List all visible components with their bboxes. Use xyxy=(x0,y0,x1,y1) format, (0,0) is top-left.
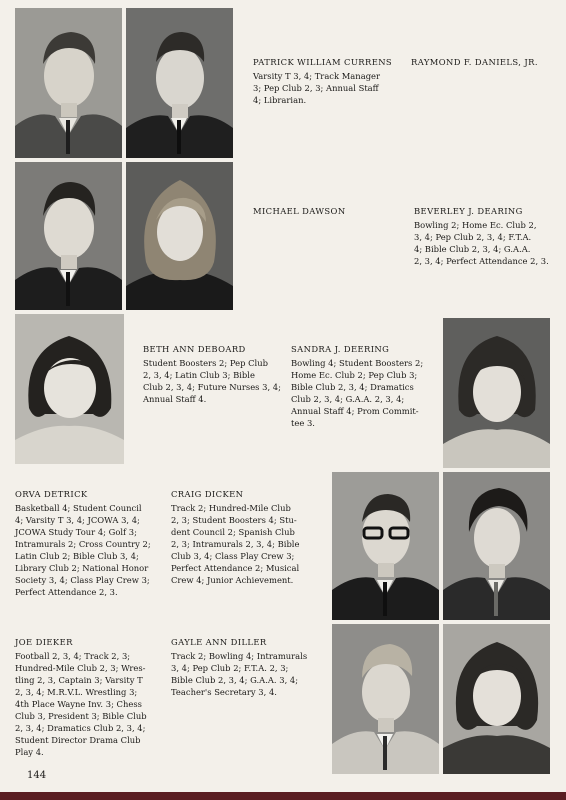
student-name: BEVERLEY J. DEARING xyxy=(414,206,523,216)
student-entry-dicken xyxy=(171,488,329,586)
portrait-photo-deering xyxy=(443,318,550,468)
page-number: 144 xyxy=(27,770,47,781)
student-entry-diller xyxy=(171,636,329,698)
portrait-photo-detrick xyxy=(443,472,550,620)
student-activities: Bowling 2; Home Ec. Club 2, 3, 4; Pep Club 2, 3, 4; F.T.A. 4; Bible Club 2, 3, 4; G.A.A. 2, 3, 4; Perfect Attendance 2, 3. xyxy=(414,220,549,266)
student-name: CRAIG DICKEN xyxy=(171,489,244,499)
portrait-photo-dearing xyxy=(126,162,233,310)
student-activities: Varsity T 3, 4; Track Manager 3; Pep Club 2, 3; Annual Staff 4; Librarian. xyxy=(253,71,381,105)
portrait-photo-dicken xyxy=(332,472,439,620)
student-activities: Track 2; Bowling 4; Intramurals 3, 4; Pep Club 2; F.T.A. 2, 3; Bible Club 2, 3, 4; G.A.A. 3, 4; Teacher's Secretary 3, 4. xyxy=(171,651,308,697)
student-entry-detrick xyxy=(15,488,170,598)
student-name: MICHAEL DAWSON xyxy=(253,206,346,216)
student-entry-currens xyxy=(253,56,413,106)
portrait-photo-daniels xyxy=(126,8,233,158)
student-activities: Track 2; Hundred-Mile Club 2, 3; Student Boosters 4; Stu- dent Council 2; Spanish Club 2, 3; Intramurals 2, 3, 4; Bible Club 3, 4; Class Play Crew 3; Perfect Attendance 2; Musical Crew 4; Junior Achievement. xyxy=(171,503,300,585)
student-activities: Football 2, 3, 4; Track 2, 3; Hundred-Mile Club 2, 3; Wres- tling 2, 3, Captain 3; Varsity T 2, 3, 4; M.R.V.L. Wrestling 3; 4th Place Wayne Inv. 3; Chess Club 3, President 3; Bible Club 2, 3, 4; Dramatics Club 2, 3, 4; Student Director Drama Club Play 4. xyxy=(15,651,147,757)
student-activities: Basketball 4; Student Council 4; Varsity T 3, 4; JCOWA 3, 4; JCOWA Study Tour 4; Golf 3; Intramurals 2; Cross Country 2; Latin Club 2; Bible Club 3, 4; Library Club 2; National Honor Society 3, 4; Class Play Crew 3; Perfect Attendance 2, 3. xyxy=(15,503,151,597)
student-name: PATRICK WILLIAM CURRENS xyxy=(253,57,393,67)
portrait-photo-diller xyxy=(443,624,550,774)
portrait-photo-deboard xyxy=(15,314,124,464)
student-entry-daniels xyxy=(411,56,561,70)
page-bottom-border xyxy=(0,792,566,800)
student-entry-dieker xyxy=(15,636,170,758)
portrait-photo-dieker xyxy=(332,624,439,774)
student-entry-deering xyxy=(291,343,441,429)
student-entry-deboard xyxy=(143,343,288,405)
student-name: SANDRA J. DEERING xyxy=(291,344,390,354)
student-activities: Bowling 4; Student Boosters 2; Home Ec. Club 2; Pep Club 3; Bible Club 2, 3, 4; Dramatics Club 2, 3, 4; G.A.A. 2, 3, 4; Annual Staff 4; Prom Commit- tee 3. xyxy=(291,358,424,428)
student-name: BETH ANN DEBOARD xyxy=(143,344,246,354)
portrait-photo-currens xyxy=(15,8,122,158)
student-name: GAYLE ANN DILLER xyxy=(171,637,267,647)
portrait-photo-dawson xyxy=(15,162,122,310)
student-name: RAYMOND F. DANIELS, JR. xyxy=(411,57,538,67)
student-name: ORVA DETRICK xyxy=(15,489,88,499)
student-entry-dawson xyxy=(253,205,403,219)
student-activities: Student Boosters 2; Pep Club 2, 3, 4; Latin Club 3; Bible Club 2, 3, 4; Future Nurses 3, 4; Annual Staff 4. xyxy=(143,358,281,404)
student-entry-dearing xyxy=(414,205,564,267)
student-name: JOE DIEKER xyxy=(15,637,73,647)
